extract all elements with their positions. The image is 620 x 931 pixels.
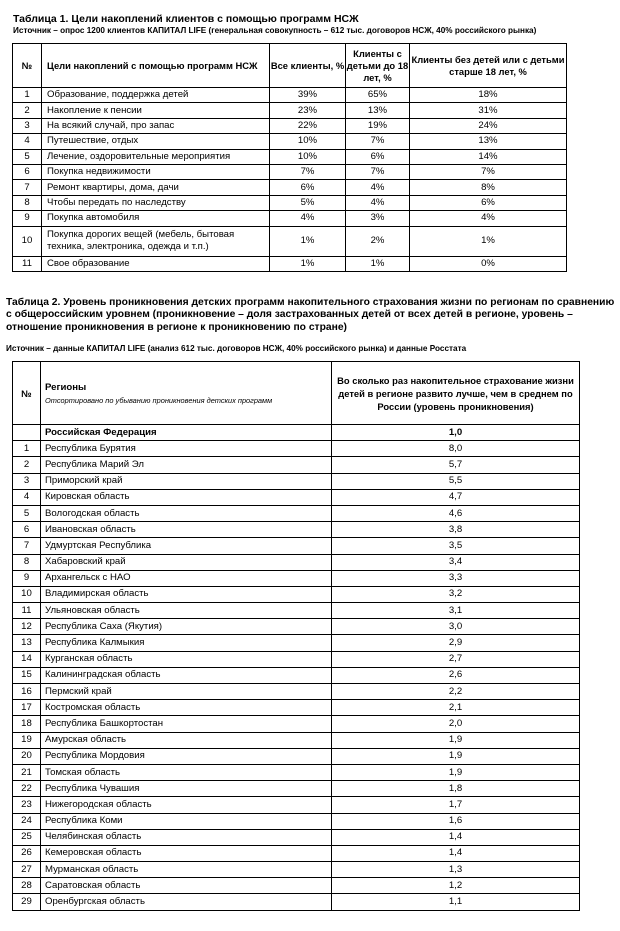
table-cell-num: 25: [13, 829, 41, 845]
table-cell-goal: Покупка дорогих вещей (мебель, бытовая техника, электроника, одежда и т.п.): [42, 226, 270, 256]
table-cell-region: Ивановская область: [41, 522, 332, 538]
table-cell-all: 23%: [270, 103, 346, 118]
table-cell-num: 2: [13, 103, 42, 118]
table2-title: Таблица 2. Уровень проникновения детских программ накопительного страхования жизни по регионам по сравнению с общероссийским уровнем (проникновение – доля застрахованных детей от всех детей в регионе, уровень – отношение проникновения в регионе к проникновению по стране): [6, 297, 615, 333]
table1-title: Таблица 1. Цели накоплений клиентов с помощью программ НСЖ: [13, 13, 359, 25]
table-row: [13, 164, 567, 179]
table-cell-num: 28: [13, 878, 41, 894]
table-cell-value: 2,6: [332, 667, 580, 683]
table-cell-region: Ульяновская область: [41, 603, 332, 619]
table1-savings-goals: [12, 43, 567, 272]
table-cell-value: 1,6: [332, 813, 580, 829]
table-row: [13, 764, 580, 780]
table-cell-num: 5: [13, 505, 41, 521]
table-row: [13, 829, 580, 845]
table2-header-num-label: №: [21, 387, 32, 399]
table2-header-region-label: Регионы: [45, 381, 87, 393]
table2-header-region-note: Отсортировано по убыванию проникновения детских программ: [45, 395, 273, 405]
table-cell-num: 19: [13, 732, 41, 748]
table-cell-num: 26: [13, 845, 41, 861]
table-row: [13, 103, 567, 118]
table-cell-all: 10%: [270, 149, 346, 164]
table-cell-num: 2: [13, 457, 41, 473]
table-cell-nokids: 0%: [410, 256, 567, 271]
table-row: [13, 748, 580, 764]
table-cell-num: 11: [13, 256, 42, 271]
table-cell-goal: Свое образование: [42, 256, 270, 271]
table-cell-value: 1,9: [332, 764, 580, 780]
table-cell-region: Республика Бурятия: [41, 441, 332, 457]
table2-regional-penetration: [12, 361, 580, 911]
table-row: [13, 845, 580, 861]
table-row: [13, 716, 580, 732]
table-row: [13, 732, 580, 748]
table-cell-region: Кировская область: [41, 489, 332, 505]
table-cell-num: 13: [13, 635, 41, 651]
table-cell-num: 17: [13, 700, 41, 716]
table-cell-goal: Путешествие, отдых: [42, 134, 270, 149]
table-cell-nokids: 6%: [410, 195, 567, 210]
table-cell-num: [13, 425, 41, 441]
table2-russia-row: [13, 425, 580, 441]
table-cell-region: Республика Коми: [41, 813, 332, 829]
table-cell-num: 1: [13, 88, 42, 103]
table-cell-value: 1,2: [332, 878, 580, 894]
table-cell-num: 23: [13, 797, 41, 813]
table-row: [13, 619, 580, 635]
table-row: [13, 635, 580, 651]
table-cell-num: 6: [13, 522, 41, 538]
table-row: [13, 894, 580, 910]
table-cell-region: Вологодская область: [41, 505, 332, 521]
table-cell-region: Саратовская область: [41, 878, 332, 894]
table-cell-region: Российская Федерация: [41, 425, 332, 441]
table-row: [13, 813, 580, 829]
table-cell-num: 11: [13, 603, 41, 619]
table-cell-num: 7: [13, 538, 41, 554]
table2-header-num: [13, 362, 41, 425]
table-cell-region: Костромская область: [41, 700, 332, 716]
table-row: [13, 538, 580, 554]
table-cell-region: Удмуртская Республика: [41, 538, 332, 554]
table1-header-nokids: Клиенты без детей или с детьми старше 18 лет, %: [410, 44, 567, 88]
table-cell-num: 16: [13, 684, 41, 700]
table-cell-region: Приморский край: [41, 473, 332, 489]
table-row: [13, 570, 580, 586]
table-cell-num: 24: [13, 813, 41, 829]
table-row: [13, 195, 567, 210]
table-cell-nokids: 14%: [410, 149, 567, 164]
table-cell-num: 10: [13, 586, 41, 602]
table-cell-num: 9: [13, 211, 42, 226]
table2-header-region: [41, 362, 332, 425]
table-cell-value: 5,7: [332, 457, 580, 473]
table-cell-kids: 7%: [346, 164, 410, 179]
table-cell-goal: Накопление к пенсии: [42, 103, 270, 118]
table-cell-kids: 7%: [346, 134, 410, 149]
table-row: [13, 457, 580, 473]
table1-source: Источник – опрос 1200 клиентов КАПИТАЛ LIFE (генеральная совокупность – 612 тыс. договоров НСЖ, 40% российского рынка): [13, 26, 537, 35]
table-cell-value: 1,8: [332, 781, 580, 797]
table-cell-value: 5,5: [332, 473, 580, 489]
table-cell-value: 3,5: [332, 538, 580, 554]
table-cell-num: 3: [13, 473, 41, 489]
table-cell-kids: 3%: [346, 211, 410, 226]
table-cell-region: Республика Чувашия: [41, 781, 332, 797]
table-cell-value: 3,4: [332, 554, 580, 570]
table-cell-num: 15: [13, 667, 41, 683]
table-cell-nokids: 4%: [410, 211, 567, 226]
table-cell-all: 1%: [270, 226, 346, 256]
table-cell-kids: 65%: [346, 88, 410, 103]
table-cell-value: 2,7: [332, 651, 580, 667]
table-cell-value: 1,9: [332, 732, 580, 748]
table-row: [13, 118, 567, 133]
table2-header-row: [13, 362, 580, 425]
table-cell-region: Республика Марий Эл: [41, 457, 332, 473]
table-cell-all: 22%: [270, 118, 346, 133]
table-cell-value: 2,9: [332, 635, 580, 651]
table1-header-num: №: [13, 44, 42, 88]
table-cell-value: 2,1: [332, 700, 580, 716]
table-cell-kids: 6%: [346, 149, 410, 164]
table-cell-all: 4%: [270, 211, 346, 226]
table-row: [13, 149, 567, 164]
table-cell-goal: На всякий случай, про запас: [42, 118, 270, 133]
table-cell-all: 10%: [270, 134, 346, 149]
table-cell-value: 3,8: [332, 522, 580, 538]
table-row: [13, 554, 580, 570]
table2-header-value: Во сколько раз накопительное страхование жизни детей в регионе развито лучше, чем в среднем по России (уровень проникновения): [332, 362, 580, 425]
table-row: [13, 700, 580, 716]
table-cell-value: 8,0: [332, 441, 580, 457]
table-cell-num: 3: [13, 118, 42, 133]
table1-header-kids: Клиенты с детьми до 18 лет, %: [346, 44, 410, 88]
table-cell-kids: 13%: [346, 103, 410, 118]
table-cell-all: 7%: [270, 164, 346, 179]
table-cell-region: Республика Калмыкия: [41, 635, 332, 651]
table-row: [13, 603, 580, 619]
table-cell-all: 6%: [270, 180, 346, 195]
table-cell-region: Курганская область: [41, 651, 332, 667]
table-cell-num: 7: [13, 180, 42, 195]
table-row: [13, 88, 567, 103]
table-row: [13, 797, 580, 813]
table-cell-region: Амурская область: [41, 732, 332, 748]
table-cell-value: 1,9: [332, 748, 580, 764]
table-cell-kids: 19%: [346, 118, 410, 133]
table-cell-nokids: 31%: [410, 103, 567, 118]
table-cell-region: Республика Мордовия: [41, 748, 332, 764]
table-cell-num: 10: [13, 226, 42, 256]
table-cell-value: 1,3: [332, 862, 580, 878]
table2-source: Источник – данные КАПИТАЛ LIFE (анализ 612 тыс. договоров НСЖ, 40% российского рынка) и данные Росстата: [6, 344, 467, 353]
table-cell-region: Оренбургская область: [41, 894, 332, 910]
table-cell-value: 1,7: [332, 797, 580, 813]
table-cell-num: 22: [13, 781, 41, 797]
table-cell-num: 27: [13, 862, 41, 878]
table-cell-region: Нижегородская область: [41, 797, 332, 813]
table-cell-region: Томская область: [41, 764, 332, 780]
table-row: [13, 473, 580, 489]
table-row: [13, 667, 580, 683]
table-row: [13, 878, 580, 894]
table-row: [13, 651, 580, 667]
table-cell-kids: 1%: [346, 256, 410, 271]
table-cell-num: 12: [13, 619, 41, 635]
table-cell-value: 1,0: [332, 425, 580, 441]
table-cell-region: Кемеровская область: [41, 845, 332, 861]
table-cell-value: 1,4: [332, 845, 580, 861]
table-cell-num: 21: [13, 764, 41, 780]
table-row: [13, 684, 580, 700]
table-cell-num: 5: [13, 149, 42, 164]
table-row: [13, 211, 567, 226]
table-cell-region: Мурманская область: [41, 862, 332, 878]
table-cell-all: 39%: [270, 88, 346, 103]
table-cell-num: 6: [13, 164, 42, 179]
table-cell-nokids: 24%: [410, 118, 567, 133]
table-cell-num: 20: [13, 748, 41, 764]
table-row: [13, 134, 567, 149]
table-cell-value: 4,7: [332, 489, 580, 505]
table-cell-num: 18: [13, 716, 41, 732]
table-cell-num: 14: [13, 651, 41, 667]
table-row: [13, 441, 580, 457]
table-cell-value: 4,6: [332, 505, 580, 521]
table-row: [13, 862, 580, 878]
table-cell-nokids: 8%: [410, 180, 567, 195]
table-cell-value: 3,0: [332, 619, 580, 635]
table-cell-value: 3,3: [332, 570, 580, 586]
table-cell-region: Владимирская область: [41, 586, 332, 602]
table-cell-num: 4: [13, 489, 41, 505]
table-cell-num: 4: [13, 134, 42, 149]
table-cell-value: 1,1: [332, 894, 580, 910]
table-cell-goal: Покупка автомобиля: [42, 211, 270, 226]
table-row: [13, 180, 567, 195]
table-cell-region: Пермский край: [41, 684, 332, 700]
table-row: [13, 489, 580, 505]
table-cell-kids: 2%: [346, 226, 410, 256]
table-cell-nokids: 18%: [410, 88, 567, 103]
table-cell-region: Калининградская область: [41, 667, 332, 683]
table-cell-value: 2,0: [332, 716, 580, 732]
table-cell-goal: Покупка недвижимости: [42, 164, 270, 179]
table-cell-num: 8: [13, 195, 42, 210]
table-row: [13, 586, 580, 602]
table-cell-all: 5%: [270, 195, 346, 210]
table-row: [13, 522, 580, 538]
table-cell-goal: Ремонт квартиры, дома, дачи: [42, 180, 270, 195]
table-cell-nokids: 1%: [410, 226, 567, 256]
table-cell-region: Хабаровский край: [41, 554, 332, 570]
table-cell-kids: 4%: [346, 180, 410, 195]
table-row: [13, 505, 580, 521]
table-row: [13, 256, 567, 271]
table-row: [13, 226, 567, 256]
table-cell-all: 1%: [270, 256, 346, 271]
table-cell-value: 1,4: [332, 829, 580, 845]
table1-header-row: [13, 44, 567, 88]
table-cell-goal: Чтобы передать по наследству: [42, 195, 270, 210]
table-cell-goal: Лечение, оздоровительные мероприятия: [42, 149, 270, 164]
table-cell-num: 8: [13, 554, 41, 570]
table-cell-nokids: 13%: [410, 134, 567, 149]
table-row: [13, 781, 580, 797]
table-cell-region: Республика Саха (Якутия): [41, 619, 332, 635]
table-cell-region: Республика Башкортостан: [41, 716, 332, 732]
table-cell-kids: 4%: [346, 195, 410, 210]
table-cell-value: 2,2: [332, 684, 580, 700]
table-cell-value: 3,1: [332, 603, 580, 619]
table-cell-num: 1: [13, 441, 41, 457]
table-cell-num: 29: [13, 894, 41, 910]
table-cell-goal: Образование, поддержка детей: [42, 88, 270, 103]
table-cell-region: Челябинская область: [41, 829, 332, 845]
table-cell-region: Архангельск с НАО: [41, 570, 332, 586]
table-cell-value: 3,2: [332, 586, 580, 602]
table1-header-goal: Цели накоплений с помощью программ НСЖ: [42, 44, 270, 88]
table1-header-all: Все клиенты, %: [270, 44, 346, 88]
table-cell-num: 9: [13, 570, 41, 586]
table-cell-nokids: 7%: [410, 164, 567, 179]
